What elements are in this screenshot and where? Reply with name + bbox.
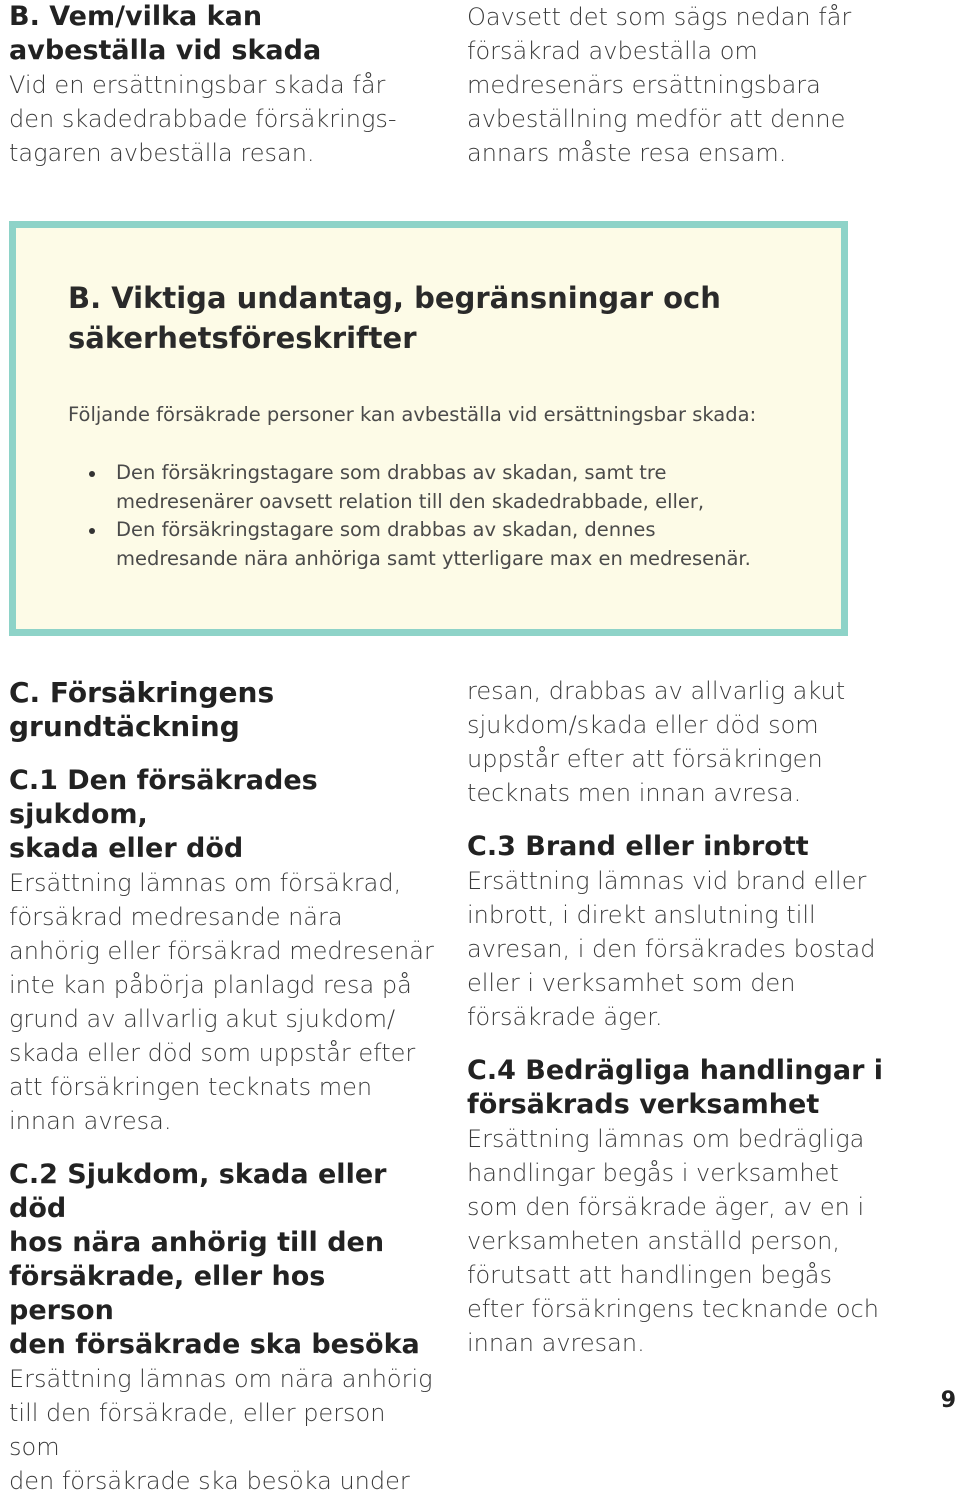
c2-heading: C.2 Sjukdom, skada eller död hos nära anhörig till den försäkrade, eller hos person den försäkrade ska besöka	[9, 1159, 420, 1360]
c3-heading: C.3 Brand eller inbrott	[467, 831, 809, 862]
section-b-who-can-cancel	[9, 0, 439, 170]
bullet-icon	[89, 528, 95, 534]
c2-body: Ersättning lämnas om nära anhörig till den försäkrade, eller person som den försäkrade ska besöka under	[9, 1365, 433, 1495]
section-b-continued	[467, 0, 927, 170]
c4-heading: C.4 Bedrägliga handlingar i försäkrads verksamhet	[467, 1055, 884, 1120]
c3-body: Ersättning lämnas vid brand eller inbrott, i direkt anslutning till avresan, i den försäkrades bostad eller i verksamhet som den försäkrade äger.	[467, 867, 876, 1031]
section-body: Vid en ersättningsbar skada får den skadedrabbade försäkrings- tagaren avbeställa resan.	[9, 71, 397, 167]
section-c-heading: C. Försäkringens grundtäckning	[9, 676, 275, 743]
right-column	[467, 674, 937, 1360]
c4-body: Ersättning lämnas om bedrägliga handlingar begås i verksamhet som den försäkrade äger, av en i verksamheten anställd person, förutsatt att handlingen begås efter försäkringens tecknande och innan avresan.	[467, 1125, 879, 1357]
info-box-title: B. Viktiga undantag, begränsningar och säkerhetsföreskrifter	[68, 281, 721, 355]
info-box-intro: Följande försäkrade personer kan avbeställa vid ersättningsbar skada:	[68, 403, 757, 426]
list-item: Den försäkringstagare som drabbas av skadan, dennes medresande nära anhöriga samt ytterligare max en medresenär.	[68, 516, 788, 573]
left-column	[9, 676, 439, 1498]
info-box-list	[68, 459, 788, 573]
section-body: Oavsett det som sägs nedan får försäkrad avbeställa om medresenärs ersättningsbara avbeställning medför att denne annars måste resa ensam.	[467, 3, 852, 167]
page-number: 9	[940, 1388, 956, 1413]
list-item: Den försäkringstagare som drabbas av skadan, samt tre medresenärer oavsett relation till den skadedrabbade, eller,	[68, 459, 788, 516]
exceptions-info-box	[9, 221, 848, 636]
c1-heading: C.1 Den försäkrades sjukdom, skada eller död	[9, 765, 318, 864]
section-heading: B. Vem/vilka kan avbeställa vid skada	[9, 1, 322, 66]
bullet-icon	[89, 471, 95, 477]
c1-body: Ersättning lämnas om försäkrad, försäkrad medresande nära anhörig eller försäkrad medresenär inte kan påbörja planlagd resa på grund av allvarlig akut sjukdom/ skada eller död som uppstår efter att försäkringen tecknats men innan avresa.	[9, 869, 434, 1135]
c2-body-continued: resan, drabbas av allvarlig akut sjukdom/skada eller död som uppstår efter att försäkringen tecknats men innan avresa.	[467, 677, 846, 807]
